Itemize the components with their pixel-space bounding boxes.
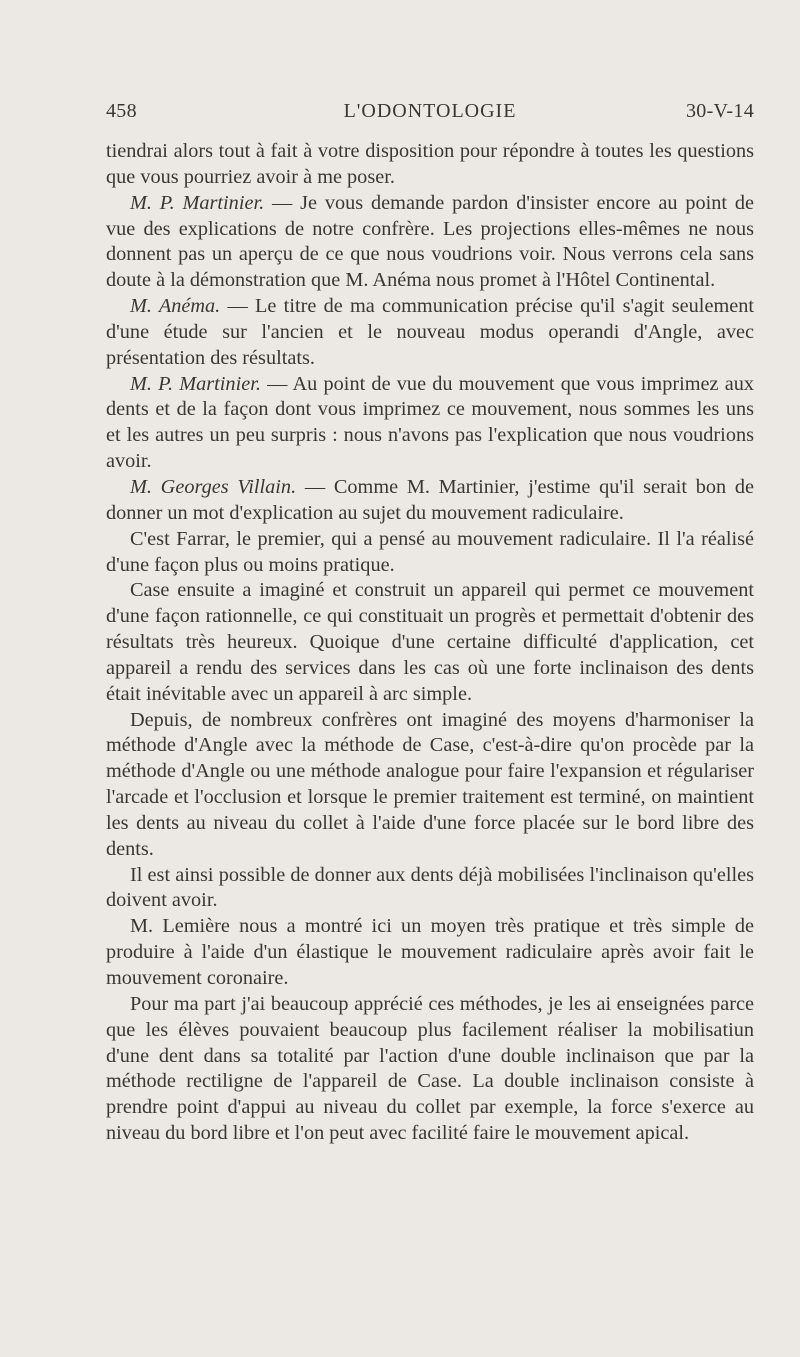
paragraph <box>106 578 754 707</box>
speaker-name: M. Anéma. <box>130 295 221 318</box>
journal-title: L'ODONTOLOGIE <box>343 100 517 122</box>
speaker-name: M. P. Martinier. <box>130 191 265 214</box>
paragraph <box>106 708 754 863</box>
paragraph-text: — Je vous demande pardon d'insister encore au point de vue des explications de notre confrère. Les projections elles-mêmes ne nous donnent pas un aperçu de ce que nous voudrions voir. Nous verrons cela sans doute à la démonstration que M. Anéma nous promet à l'Hôtel Continental. <box>106 191 754 292</box>
issue-date: 30-V-14 <box>685 100 754 122</box>
paragraph-text: C'est Farrar, le premier, qui a pensé au mouvement radiculaire. Il l'a réalisé d'une façon plus ou moins pratique. <box>106 527 754 576</box>
paragraph <box>106 191 754 294</box>
body-text <box>106 139 754 1147</box>
paragraph-text: tiendrai alors tout à fait à votre disposition pour répondre à toutes les questions que vous pourriez avoir à me poser. <box>106 140 754 188</box>
paragraph <box>106 139 754 191</box>
paragraph <box>106 863 754 915</box>
paragraph-text: M. Lemière nous a montré ici un moyen très pratique et très simple de produire à l'aide d'un élastique le mouvement radiculaire après avoir fait le mouvement coronaire. <box>106 915 754 989</box>
paragraph-text: Case ensuite a imaginé et construit un appareil qui permet ce mouvement d'une façon rationnelle, ce qui constituait un progrès et permettait d'obtenir des résultats très heureux. Quoique d'une certaine difficulté d'application, cet appareil a rendu des services dans les cas où une forte inclinaison des dents était inévitable avec un appareil à arc simple. <box>106 579 754 705</box>
paragraph <box>106 992 754 1147</box>
paragraph <box>106 372 754 475</box>
paragraph-text: Il est ainsi possible de donner aux dents déjà mobilisées l'inclinaison qu'elles doivent avoir. <box>106 863 754 912</box>
paragraph-text: — Le titre de ma communication précise qu'il s'agit seulement d'une étude sur l'ancien et le nouveau modus operandi d'Angle, avec présentation des résultats. <box>106 295 755 369</box>
speaker-name: M. Georges Villain. <box>130 475 297 498</box>
paragraph-text: Pour ma part j'ai beaucoup apprécié ces méthodes, je les ai enseignées parce que les élèves pouvaient beaucoup plus facilement réaliser la mobilisatiun d'une dent dans sa totalité par l'action d'une double inclinaison que par la méthode rectiligne de l'appareil de Case. La double inclinaison consiste à prendre point d'appui au niveau du collet par exemple, la force s'exerce au niveau du bord libre et l'on peut avec facilité faire le mouvement apical. <box>106 992 754 1145</box>
paragraph-text: — Au point de vue du mouvement que vous imprimez aux dents et de la façon dont vous imprimez ce mouvement, nous sommes les uns et les autres un peu surpris : nous n'avons pas l'explication que nous voudrions avoir. <box>106 372 754 473</box>
paragraph <box>106 914 754 992</box>
running-header <box>106 100 754 130</box>
page-number: 458 <box>106 100 137 122</box>
paragraph <box>106 527 754 579</box>
paragraph <box>106 475 754 527</box>
paragraph-text: Depuis, de nombreux confrères ont imaginé des moyens d'harmoniser la méthode d'Angle avec la méthode de Case, c'est-à-dire qu'on procède par la méthode d'Angle ou une méthode analogue pour faire l'expansion et régulariser l'arcade et l'occlusion et lorsque le premier traitement est terminé, on maintient les dents au niveau du collet à l'aide d'une force placée sur le bord libre des dents. <box>106 708 754 860</box>
paragraph <box>106 294 754 372</box>
speaker-name: M. P. Martinier. <box>130 372 261 395</box>
paragraph-text: — Comme M. Martinier, j'estime qu'il serait bon de donner un mot d'explication au sujet du mouvement radiculaire. <box>106 475 755 524</box>
